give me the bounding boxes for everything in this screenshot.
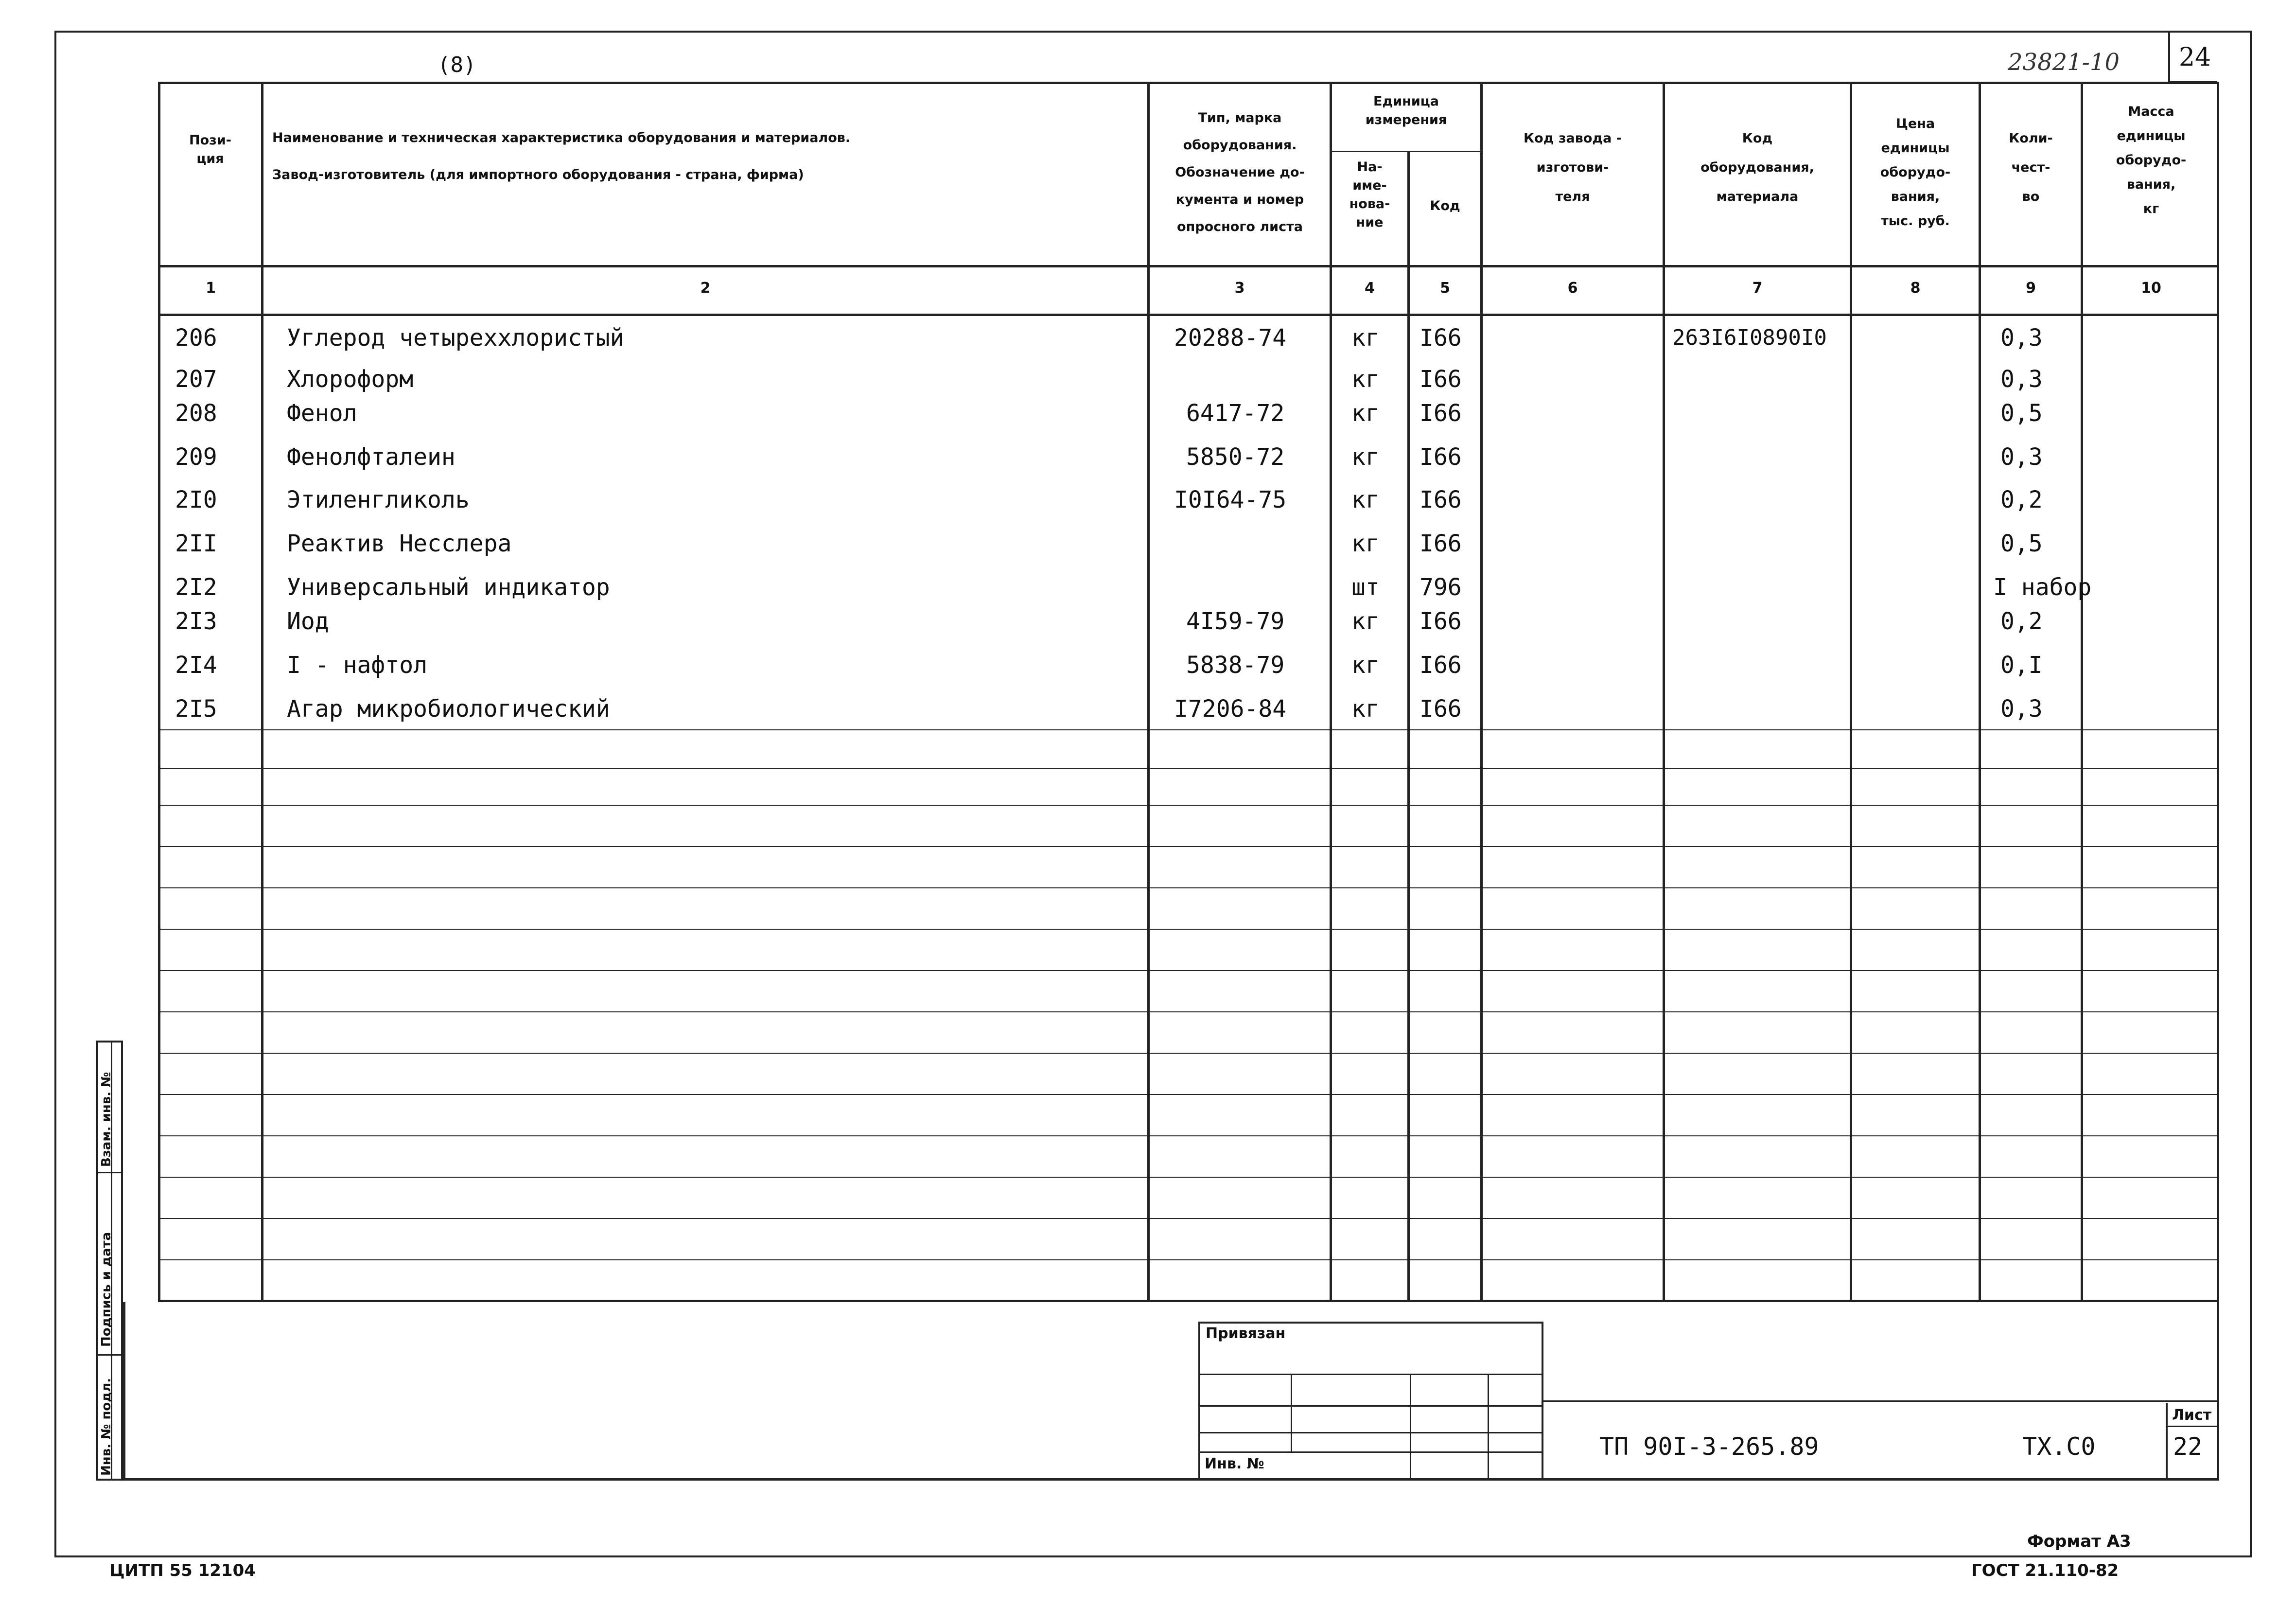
col-line-8 [1979,82,1981,1302]
cell-pos: 208 [175,400,217,427]
cell-unit: кг [1351,443,1380,471]
cell-type: I7206-84 [1174,695,1287,723]
stamp-vline [1488,1374,1489,1481]
side-stamp-divider [96,1354,123,1356]
cell-name: Иод [287,608,329,635]
cell-qty: 0,3 [2000,324,2043,352]
row-rule [158,929,2219,930]
stamp-line [1198,1432,1543,1433]
col-line-2 [1147,82,1150,1302]
row-rule [158,1218,2219,1219]
col-header-unit-group: Единица измерения [1365,94,1447,127]
col-line-7 [1850,82,1852,1302]
col-header-price: Цена единицы оборудо- вания, тыс. руб. [1880,116,1951,229]
cell-qty: 0,2 [2000,486,2043,513]
col-number: 4 [1365,280,1375,297]
col-number: 1 [206,280,216,297]
cell-unit: кг [1351,366,1380,393]
doc-code: ТП 90I-3-265.89 [1599,1432,1819,1461]
row-rule [158,887,2219,888]
cell-code: I66 [1420,400,1462,427]
cell-unit: кг [1351,695,1380,723]
title-block [123,1302,2219,1481]
list-number: 22 [2173,1432,2203,1461]
list-box-line [2166,1426,2219,1427]
cell-code: I66 [1420,366,1462,393]
handwritten-id: 23821-10 [2008,49,2120,76]
cell-name: Фенол [287,400,357,427]
inv-no-label: Инв. № [1205,1455,1264,1472]
col-header-mass: Масса единицы оборудо- вания, кг [2116,104,2187,216]
col-header-equip-code: Код оборудования, материала [1700,131,1814,204]
cell-pos: 2I3 [175,608,217,635]
footer-format: Формат А3 [2027,1532,2131,1551]
cell-name: Агар микробиологический [287,695,610,723]
col-header-type: Тип, марка оборудования. Обозначение до- кумента и номер опросного листа [1175,110,1305,234]
col-number: 10 [2141,280,2161,297]
col-line-9 [2081,82,2083,1302]
cell-name: Универсальный индикатор [287,574,610,601]
title-block-line [1543,1400,2219,1402]
row-rule [158,1177,2219,1178]
row-rule [158,1011,2219,1012]
cell-qty: 0,3 [2000,366,2043,393]
cell-qty: 0,3 [2000,695,2043,723]
col-header-unit-name: На- име- нова- ние [1349,159,1390,230]
cell-qty: 0,2 [2000,608,2043,635]
col-header-plant-code: Код завода - изготови- теля [1524,131,1622,204]
cell-name: I - нафтол [287,652,427,679]
numbers-bottom-line [158,314,2219,316]
cell-code: I66 [1420,443,1462,471]
stamp-line [1198,1451,1543,1453]
col-line-4 [1407,151,1410,1302]
cell-unit: кг [1351,486,1380,513]
cell-pos: 206 [175,324,217,352]
side-label-inv-podl: Инв. № подл. [99,1378,114,1476]
cell-type: 6417-72 [1186,400,1285,427]
col-header-unit-code: Код [1430,198,1460,213]
cell-equip-code: 263I6I0890I0 [1672,325,1827,350]
page-number: 24 [2179,43,2211,72]
side-stamp-divider [96,1172,123,1173]
cell-unit: кг [1351,608,1380,635]
cell-unit: кг [1351,530,1380,557]
row-rule [158,805,2219,806]
row-rule [158,768,2219,769]
col-number: 5 [1440,280,1450,297]
cell-qty: 0,I [2000,652,2043,679]
row-rule [158,1259,2219,1260]
cell-type: 5850-72 [1186,443,1285,471]
cell-code: 796 [1420,574,1462,601]
cell-code: I66 [1420,324,1462,352]
cell-pos: 2I2 [175,574,217,601]
stamp-vline [1410,1374,1411,1481]
col-line-3 [1330,82,1332,1302]
footer-gost: ГОСТ 21.110-82 [1971,1561,2119,1580]
side-label-podpis: Подпись и дата [99,1232,114,1347]
list-label: Лист [2172,1407,2212,1424]
cell-code: I66 [1420,530,1462,557]
cell-pos: 2II [175,530,217,557]
cell-type: 5838-79 [1186,652,1285,679]
row-rule [158,970,2219,971]
stamp-vline [1291,1374,1292,1451]
cell-type: I0I64-75 [1174,486,1287,513]
footer-left: ЦИТП 55 12104 [109,1561,256,1580]
cell-pos: 207 [175,366,217,393]
cell-pos: 2I0 [175,486,217,513]
cell-pos: 209 [175,443,217,471]
row-rule [158,1135,2219,1136]
cell-name: Углерод четыреххлористый [287,324,624,352]
col-number: 6 [1567,280,1578,297]
header-bottom-line [158,265,2219,267]
row-rule [158,846,2219,847]
col-number: 2 [700,280,711,297]
cell-code: I66 [1420,652,1462,679]
row-rule [158,1053,2219,1054]
row-rule [158,729,2219,730]
cell-name: Хлороформ [287,366,414,393]
cell-qty: 0,5 [2000,400,2043,427]
cell-unit: кг [1351,324,1380,352]
cell-qty: I набор [1993,574,2092,601]
col-header-name: Наименование и техническая характеристика оборудования и материалов. Завод-изготовитель (для импортного оборудования - страна, фирма) [272,130,851,182]
cell-pos: 2I5 [175,695,217,723]
col-line-5 [1480,82,1483,1302]
col-number: 7 [1752,280,1763,297]
cell-code: I66 [1420,695,1462,723]
stamp-line [1198,1405,1543,1407]
cell-type: 20288-74 [1174,324,1287,352]
cell-name: Этиленгликоль [287,486,470,513]
col-number: 3 [1234,280,1245,297]
privyazan-label: Привязан [1206,1325,1286,1342]
col-number: 9 [2026,280,2036,297]
cell-pos: 2I4 [175,652,217,679]
row-rule [158,1094,2219,1095]
cell-code: I66 [1420,486,1462,513]
cell-code: I66 [1420,608,1462,635]
cell-qty: 0,5 [2000,530,2043,557]
col-line-6 [1663,82,1665,1302]
cell-qty: 0,3 [2000,443,2043,471]
cell-name: Фенолфталеин [287,443,456,471]
cell-unit: шт [1351,574,1380,601]
stamp-line [1198,1374,1543,1375]
cell-unit: кг [1351,400,1380,427]
side-label-vzam: Взам. инв. № [99,1072,114,1167]
col-number: 8 [1910,280,1921,297]
sheet-mark: (8) [438,53,476,77]
cell-name: Реактив Несслера [287,530,512,557]
cell-unit: кг [1351,652,1380,679]
unit-split-line [1330,151,1480,152]
col-line-1 [261,82,263,1302]
cell-type: 4I59-79 [1186,608,1285,635]
col-header-qty: Коли- чест- во [2009,131,2053,204]
section-code: ТХ.С0 [2022,1432,2096,1461]
col-header-pos: Пози- ция [189,133,231,166]
